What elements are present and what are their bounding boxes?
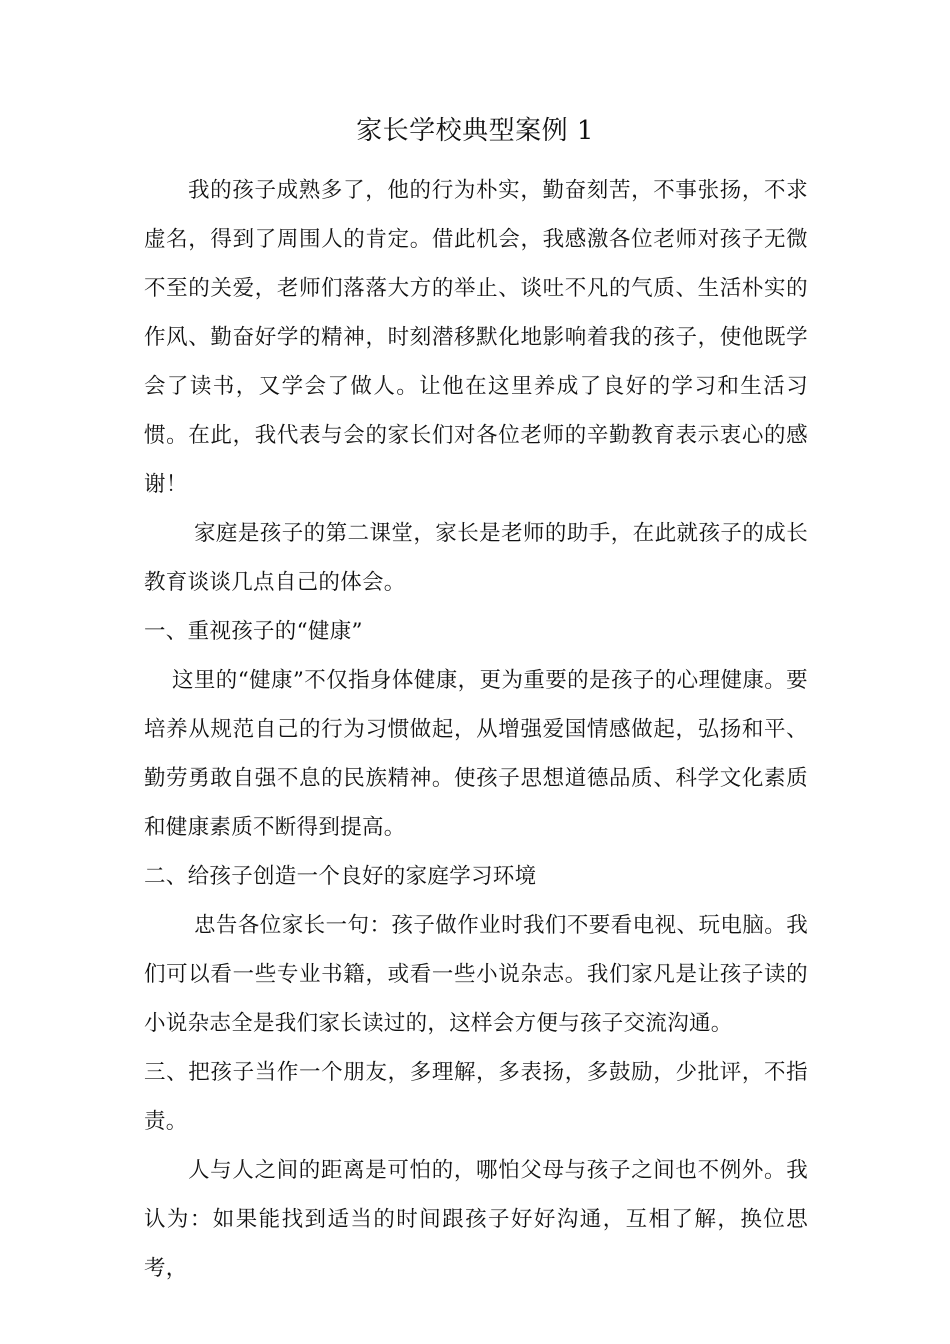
paragraph-communication: 人与人之间的距离是可怕的，哪怕父母与孩子之间也不例外。我认为：如果能找到适当的时间跟孩子好好沟通，互相了解，换位思考， [144, 1158, 808, 1281]
section-heading-health: 一、重视孩子的“健康” [144, 619, 363, 644]
paragraph-health: 这里的“健康”不仅指身体健康，更为重要的是孩子的心理健康。要培养从规范自己的行为习惯做起，从增强爱国情感做起，弘扬和平、勤劳勇敢自强不息的民族精神。使孩子思想道德品质、科学文化素质和健康素质不断得到提高。 [144, 668, 808, 840]
document-body [144, 166, 808, 1293]
document-title: 家长学校典型案例 1 [356, 116, 594, 146]
section-heading-friend: 三、把孩子当作一个朋友，多理解，多表扬，多鼓励，少批评，不指责。 [144, 1060, 808, 1134]
paragraph-gratitude: 我的孩子成熟多了，他的行为朴实，勤奋刻苦，不事张扬，不求虚名，得到了周围人的肯定。借此机会，我感激各位老师对孩子无微不至的关爱，老师们落落大方的举止、谈吐不凡的气质、生活朴实的作风、勤奋好学的精神，时刻潜移默化地影响着我的孩子，使他既学会了读书，又学会了做人。让他在这里养成了良好的学习和生活习惯。在此，我代表与会的家长们对各位老师的辛勤教育表示衷心的感谢！ [144, 178, 808, 497]
section-heading-environment: 二、给孩子创造一个良好的家庭学习环境 [144, 864, 537, 889]
paragraph-intro: 家庭是孩子的第二课堂，家长是老师的助手，在此就孩子的成长教育谈谈几点自己的体会。 [144, 521, 808, 595]
paragraph-environment: 忠告各位家长一句：孩子做作业时我们不要看电视、玩电脑。我们可以看一些专业书籍，或看一些小说杂志。我们家凡是让孩子读的小说杂志全是我们家长读过的，这样会方便与孩子交流沟通。 [144, 913, 808, 1036]
